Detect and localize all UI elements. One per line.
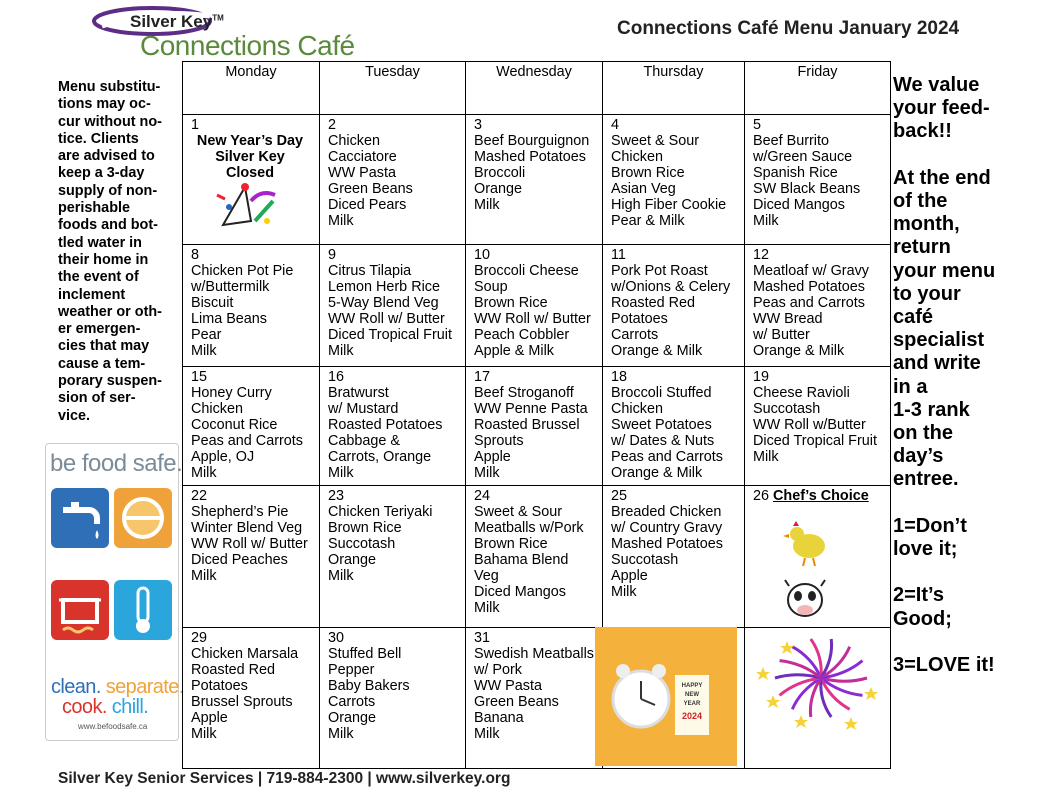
left-note-line: are advised to [58,148,155,165]
menu-item: WW Penne Pasta [474,401,588,417]
left-note-line: er emergen- [58,321,141,338]
week-row [183,245,891,367]
menu-item: Milk [191,568,217,584]
menu-item: Milk [328,568,354,584]
menu-item: Milk [328,343,354,359]
page-title: Connections Café Menu January 2024 [617,18,960,39]
day-cell [183,245,320,367]
menu-item: Cheese Ravioli [753,385,850,401]
day-number: 4 [611,117,620,133]
menu-item: w/Onions & Celery [611,279,731,295]
silver-key-logo [92,4,362,60]
holiday-text: Closed [226,165,274,181]
menu-item: WW Roll w/ Butter [328,311,445,327]
day-number: 10 [474,247,491,263]
menu-item: Pork Pot Roast [611,263,708,279]
chefs-choice-label: Chef’s Choice [773,488,869,504]
left-note-line: Menu substitu- [58,79,161,95]
left-note-line: vice. [58,407,91,424]
menu-item: w/ Dates & Nuts [611,433,715,449]
menu-item: Sprouts [474,433,524,449]
day-cell [320,245,466,367]
day-cell [320,367,466,486]
menu-item: Apple [191,710,228,726]
menu-item: WW Roll w/ Butter [191,536,308,552]
menu-item: Peach Cobbler [474,327,570,343]
week-row [183,115,891,245]
day-cell [320,115,466,245]
right-note-line: Good; [893,607,952,630]
menu-item: Milk [474,726,500,742]
menu-item: Milk [753,449,779,465]
menu-item: WW Roll w/Butter [753,417,866,433]
day-number: 22 [191,488,208,504]
left-note-line: cause a tem- [58,355,146,372]
menu-item: Succotash [328,536,396,552]
day-header: Monday [183,62,320,115]
day-cell [466,367,603,486]
party-hat-icon [215,181,281,235]
day-cell [745,245,891,367]
day-header: Wednesday [466,62,603,115]
day-number: 24 [474,488,491,504]
day-cell [320,628,466,769]
feedback-notice [893,74,1043,677]
day-number: 25 [611,488,628,504]
week-row [183,367,891,486]
menu-item: Succotash [611,552,679,568]
menu-item: Peas and Carrots [191,433,303,449]
svg-text:NEW: NEW [685,692,699,698]
day-cell [466,115,603,245]
left-note-line: their home in [58,251,149,268]
menu-item: WW Bread [753,311,823,327]
week-row [183,628,891,769]
menu-item: Meatloaf w/ Gravy [753,263,869,279]
day-number: 2 [328,117,337,133]
left-note-line: tions may oc- [58,96,151,113]
day-cell [183,367,320,486]
menu-item: Potatoes [191,678,248,694]
right-note-line: day’s [893,445,944,468]
menu-item: Milk [753,213,779,229]
right-note-line: of the [893,190,948,212]
right-note-line [893,492,1043,515]
day-cell [320,486,466,628]
day-cell [745,367,891,486]
day-cell [183,628,320,769]
menu-item: Carrots [611,327,659,343]
menu-item: w/ Pork [474,662,522,678]
menu-item: w/ Mustard [328,401,399,417]
menu-item: Apple [474,449,511,465]
right-note-line [893,561,1043,584]
day-header: Friday [745,62,891,115]
day-number: 18 [611,369,628,385]
plate-icon [114,488,172,548]
day-number: 11 [611,247,626,263]
day-cell [183,486,320,628]
menu-item: Mashed Potatoes [753,279,865,295]
menu-item: Milk [191,343,217,359]
menu-item: Green Beans [328,181,413,197]
right-note-line: return [893,236,951,259]
menu-item: Sweet & Sour [611,133,699,149]
right-note-line: 1-3 rank [893,398,970,421]
right-note-line: café [893,306,934,329]
menu-item: Chicken [611,149,663,165]
menu-item: Diced Tropical Fruit [753,433,877,449]
menu-item: Cabbage & [328,433,401,449]
right-note-line [893,631,1043,654]
right-note-line: 3=LOVE it! [893,654,995,677]
day-number: 23 [328,488,345,504]
right-note-line: your feed- [893,97,990,120]
right-note-line: and write [893,352,981,375]
right-note-line: month, [893,213,960,236]
menu-item: Roasted Red [611,295,695,311]
menu-item: Apple & Milk [474,343,554,359]
menu-item: Chicken [191,401,243,417]
day-cell [466,486,603,628]
food-safe-poster [45,443,184,741]
menu-item: Citrus Tilapia [328,263,412,279]
food-safe-url: www.befoodsafe.ca [78,722,148,731]
menu-item: 5-Way Blend Veg [328,295,439,311]
menu-item: Orange & Milk [611,343,703,359]
menu-item: SW Black Beans [753,181,861,197]
left-note-line: the event of [58,269,139,286]
day-number: 15 [191,369,208,385]
left-note-line: perishable [58,200,130,217]
right-note-line: your menu [893,259,996,282]
day-cell [745,486,891,628]
menu-item: Orange [328,710,376,726]
menu-item: Succotash [753,401,821,417]
right-note-line: At the end [893,166,991,189]
menu-item: Brown Rice [474,536,548,552]
day-number: 5 [753,117,762,133]
menu-item: Milk [328,465,354,481]
menu-item: Sweet & Sour [474,504,562,520]
left-note-line: foods and bot- [58,217,158,234]
day-cell [745,628,891,769]
menu-item: Apple, OJ [191,449,255,465]
menu-item: Diced Mangos [474,584,566,600]
substitution-notice [58,79,176,425]
menu-item: w/Green Sauce [753,149,853,165]
menu-item: Diced Pears [328,197,407,213]
menu-item: Roasted Potatoes [328,417,443,433]
day-number: 19 [753,369,770,385]
left-note-line: tice. Clients [58,130,139,147]
menu-item: Peas and Carrots [611,449,723,465]
left-note-line: supply of non- [58,182,158,199]
day-number: 31 [474,630,491,646]
right-note-line: love it; [893,538,958,561]
day-number: 1 [191,117,200,133]
menu-item: Sweet Potatoes [611,417,712,433]
holiday-text: New Year’s Day [196,133,304,149]
menu-item: Peas and Carrots [753,295,865,311]
menu-item: Diced Tropical Fruit [328,327,452,343]
day-cell [603,486,745,628]
menu-item: Pear [191,327,222,343]
menu-item: WW Roll w/ Butter [474,311,591,327]
menu-item: Pear & Milk [611,213,685,229]
thermometer-icon [114,580,172,640]
menu-item: Milk [474,465,500,481]
menu-item: Roasted Brussel [474,417,580,433]
left-note-line: cur without no- [58,113,162,130]
svg-text:2024: 2024 [681,711,703,721]
day-cell [603,245,745,367]
weekday-header-row [183,62,891,115]
footer-contact: Silver Key Senior Services | 719-884-2300 | www.silverkey.org [58,770,511,787]
right-note-line: in a [893,375,928,398]
right-note-line: to your [893,282,961,305]
right-note-line: specialist [893,329,985,352]
day-cell [603,367,745,486]
menu-item: Brown Rice [611,165,685,181]
menu-item: Bahama Blend [474,552,569,568]
menu-item: Bratwurst [328,385,389,401]
menu-item: Soup [474,279,508,295]
new-year-clock-image [595,627,737,770]
menu-item: w/Buttermilk [191,279,270,295]
menu-item: Beef Burrito [753,133,829,149]
menu-item: Biscuit [191,295,234,311]
menu-item: Potatoes [611,311,668,327]
menu-item: w/ Butter [753,327,810,343]
food-safe-slogan-1: clean. separate. [51,676,184,698]
day-number: 12 [753,247,770,263]
menu-item: High Fiber Cookie [611,197,727,213]
menu-item: Pepper [328,662,375,678]
menu-item: Milk [191,465,217,481]
menu-item: Carrots, Orange [328,449,432,465]
menu-item: Coconut Rice [191,417,278,433]
day-cell [603,628,745,769]
left-note-line: tled water in [58,234,142,251]
right-note-line: 2=It’s [893,584,944,607]
menu-item: Stuffed Bell [328,646,402,662]
menu-item: WW Pasta [328,165,396,181]
menu-item: Green Beans [474,694,559,710]
menu-item: Orange & Milk [611,465,703,481]
menu-item: Broccoli Stuffed [611,385,712,401]
week-row [183,486,891,628]
menu-item: Roasted Red [191,662,275,678]
menu-item: Breaded Chicken [611,504,722,520]
menu-item: Cacciatore [328,149,397,165]
menu-item: Lemon Herb Rice [328,279,440,295]
day-number: 8 [191,247,200,263]
right-note-line: on the [893,422,953,445]
chicken-cow-icon [783,518,833,626]
day-number: 16 [328,369,345,385]
menu-item: Chicken [611,401,663,417]
menu-item: Carrots [328,694,376,710]
menu-item: Brown Rice [328,520,402,536]
food-safe-title: be food safe. [50,450,183,477]
day-cell [603,115,745,245]
logo-cafe: Connections Café [140,30,355,61]
menu-item: Brown Rice [474,295,548,311]
day-header: Thursday [603,62,745,115]
menu-item: Honey Curry [191,385,272,401]
menu-item: Baby Bakers [328,678,410,694]
menu-item: Beef Bourguignon [474,133,590,149]
menu-item: Broccoli [474,165,526,181]
menu-item: Spanish Rice [753,165,838,181]
day-cell [183,115,320,245]
day-cell [466,628,603,769]
menu-item: Brussel Sprouts [191,694,293,710]
menu-item: Lima Beans [191,311,267,327]
left-note-line: porary suspen- [58,373,162,390]
left-note-line: weather or oth- [58,303,162,320]
menu-item: Chicken [328,133,380,149]
left-note-line: sion of ser- [58,390,136,407]
right-note-line [893,144,1043,167]
faucet-icon [51,488,109,548]
menu-item: Chicken Marsala [191,646,299,662]
menu-item: Meatballs w/Pork [474,520,584,536]
day-cell [745,115,891,245]
menu-item: Swedish Meatballs [474,646,594,662]
menu-item: WW Pasta [474,678,542,694]
cooking-pot-icon [51,580,109,640]
right-note-line: back!! [893,120,952,143]
day-number: 26 [753,488,770,504]
menu-item: Mashed Potatoes [474,149,586,165]
menu-item: Chicken Teriyaki [328,504,433,520]
left-note-line: keep a 3-day [58,165,145,182]
menu-item: Milk [474,600,500,616]
menu-item: Shepherd’s Pie [191,504,289,520]
day-header: Tuesday [320,62,466,115]
right-note-line: entree. [893,468,959,491]
menu-item: Diced Peaches [191,552,288,568]
day-number: 29 [191,630,208,646]
menu-item: Milk [191,726,217,742]
holiday-text: Silver Key [215,149,285,165]
right-note-line: We value [893,74,980,96]
menu-item: Mashed Potatoes [611,536,723,552]
menu-item: Chicken Pot Pie [191,263,294,279]
left-note-line: inclement [58,286,126,303]
day-cell [466,245,603,367]
food-safe-slogan-2: cook. chill. [62,696,149,718]
menu-item: w/ Country Gravy [611,520,723,536]
menu-item: Veg [474,568,499,584]
menu-item: Banana [474,710,524,726]
menu-item: Orange [474,181,522,197]
logo-brand: Silver Key™ [130,12,224,31]
menu-item: Milk [474,197,500,213]
menu-item: Apple [611,568,648,584]
fireworks-icon [751,634,881,738]
day-number: 9 [328,247,337,263]
menu-item: Broccoli Cheese [474,263,579,279]
right-note-line: 1=Don’t [893,514,967,537]
menu-item: Diced Mangos [753,197,845,213]
day-number: 30 [328,630,345,646]
menu-item: Asian Veg [611,181,676,197]
menu-item: Beef Stroganoff [474,385,574,401]
menu-calendar [182,61,891,769]
menu-item: Milk [611,584,637,600]
menu-item: Orange [328,552,376,568]
svg-text:YEAR: YEAR [683,701,701,707]
menu-item: Milk [328,213,354,229]
day-number: 17 [474,369,491,385]
day-number: 3 [474,117,483,133]
menu-item: Winter Blend Veg [191,520,303,536]
menu-item: Orange & Milk [753,343,845,359]
menu-item: Milk [328,726,354,742]
left-note-line: cies that may [58,338,150,355]
svg-text:HAPPY: HAPPY [681,683,703,689]
